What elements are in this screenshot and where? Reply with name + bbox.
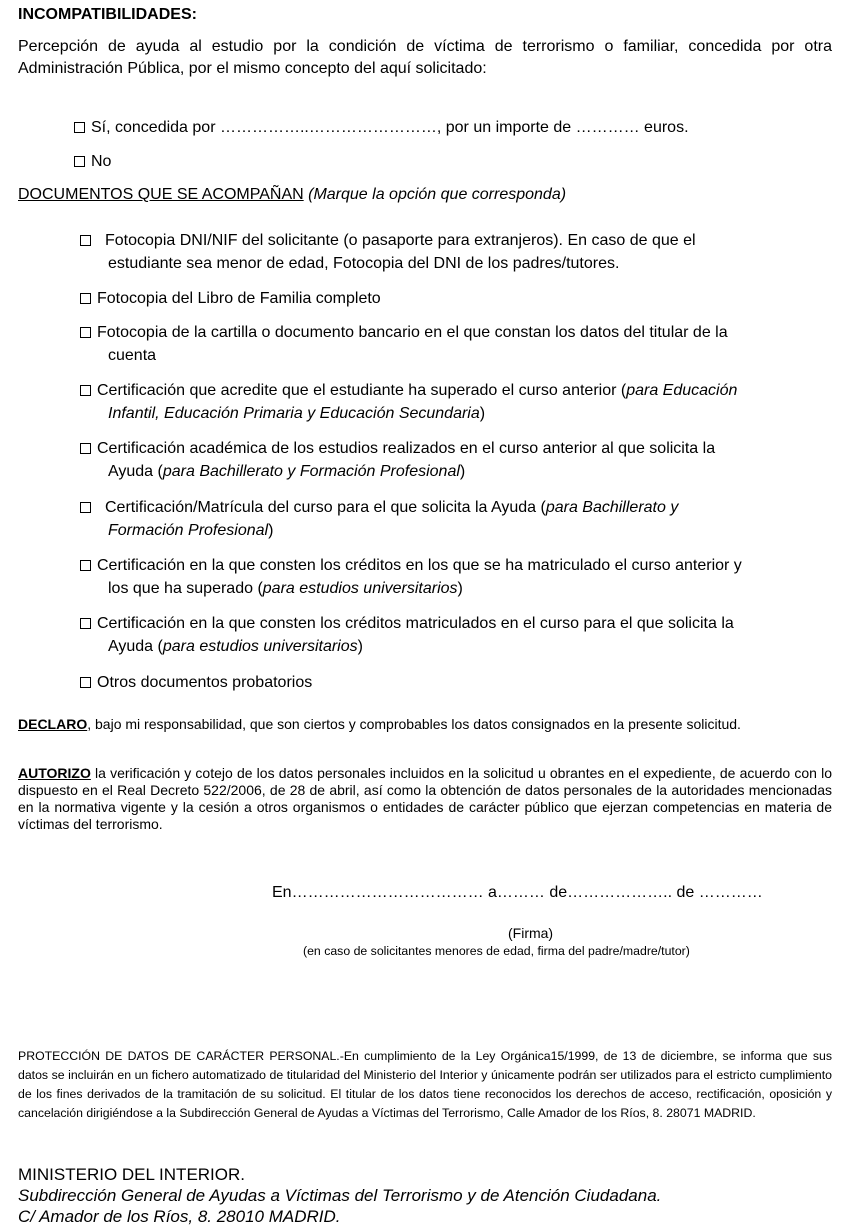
doc-item-libro-familia	[80, 287, 832, 310]
doc-item-certificacion-academica-line2-italic: para Bachillerato y Formación Profesional	[162, 463, 460, 480]
doc-item-creditos-anterior-line2-italic: para estudios universitarios	[262, 580, 458, 597]
declaro-label: DECLARO	[18, 716, 88, 732]
declaro-paragraph	[18, 716, 832, 733]
documents-heading	[18, 184, 566, 206]
doc-item-certificacion-curso-line1: Certificación que acredite que el estudiante ha superado el curso anterior (	[97, 382, 627, 399]
doc-item-dni-line1: Fotocopia DNI/NIF del solicitante (o pasaporte para extranjeros). En caso de que el	[105, 232, 696, 249]
option-yes	[74, 117, 689, 139]
checkbox-doc-creditos-anterior[interactable]	[80, 560, 91, 571]
autorizo-paragraph	[18, 765, 832, 833]
option-no	[74, 151, 111, 173]
footer-address: C/ Amador de los Ríos, 8. 28010 MADRID.	[18, 1207, 341, 1226]
footer-subdireccion: Subdirección General de Ayudas a Víctimas del Terrorismo y de Atención Ciudadana.	[18, 1186, 662, 1205]
checkbox-doc-certificacion-curso[interactable]	[80, 385, 91, 396]
checkbox-doc-creditos-matriculados[interactable]	[80, 618, 91, 629]
doc-item-libro-familia-label: Fotocopia del Libro de Familia completo	[97, 290, 381, 307]
signature-note: (en caso de solicitantes menores de edad, firma del padre/madre/tutor)	[303, 944, 690, 958]
checkbox-doc-cartilla[interactable]	[80, 327, 91, 338]
doc-item-matricula	[80, 496, 832, 542]
option-no-label: No	[91, 153, 112, 170]
privacy-notice: PROTECCIÓN DE DATOS DE CARÁCTER PERSONAL.-En cumplimiento de la Ley Orgánica15/1999, de 13 de diciembre, se informa que sus datos se incluirán en un fichero automatizado de titularidad del Ministerio del Interior y únicamente podrán ser utilizados para el estricto cumplimiento de los fines derivados de la tramitación de su solicitud. El titular de los datos tiene reconocidos los derechos de acceso, rectificación, oposición y cancelación dirigiéndose a la Subdirección General de Ayudas a Víctimas del Terrorismo, Calle Amador de los Ríos, 8. 28071 MADRID.	[18, 1049, 832, 1120]
doc-item-matricula-line1-italic: para Bachillerato y	[545, 499, 679, 516]
checkbox-doc-certificacion-academica[interactable]	[80, 443, 91, 454]
doc-item-certificacion-academica-line1: Certificación académica de los estudios realizados en el curso anterior al que solicita la	[97, 440, 716, 457]
doc-item-creditos-matriculados	[80, 612, 832, 658]
autorizo-text: la verificación y cotejo de los datos personales incluidos en la solicitud u obrantes en el expediente, de acuerdo con lo dispuesto en el Real Decreto 522/2006, de 28 de abril, así como la obtención de datos personales de la autoridades mencionadas en la normativa vigente y la cesión a otros organismos o entidades de carácter público que ejerzan competencias en materia de víctimas del terrorismo.	[18, 765, 832, 832]
doc-item-creditos-anterior-line1: Certificación en la que consten los créditos en los que se ha matriculado el curso anterior y	[97, 557, 742, 574]
doc-item-certificacion-academica	[80, 437, 832, 483]
doc-item-certificacion-curso-line2-italic: Infantil, Educación Primaria y Educación Secundaria	[108, 405, 480, 422]
doc-item-certificacion-curso	[80, 379, 832, 425]
doc-item-otros	[80, 671, 832, 694]
documents-heading-note: (Marque la opción que corresponda)	[308, 186, 567, 203]
doc-item-cartilla	[80, 321, 832, 367]
doc-item-creditos-anterior-line2-end: )	[457, 580, 463, 597]
doc-item-creditos-matriculados-line2-italic: para estudios universitarios	[162, 638, 358, 655]
checkbox-yes[interactable]	[74, 122, 85, 133]
checkbox-doc-dni[interactable]	[80, 235, 91, 246]
checkbox-no[interactable]	[74, 156, 85, 167]
checkbox-doc-otros[interactable]	[80, 677, 91, 688]
doc-item-matricula-line2-italic: Formación Profesional	[108, 522, 269, 539]
doc-item-otros-label: Otros documentos probatorios	[97, 674, 313, 691]
section-heading-incompatibilidades: INCOMPATIBILIDADES:	[18, 6, 197, 23]
doc-item-creditos-matriculados-line1: Certificación en la que consten los créditos matriculados en el curso para el que solicita la	[97, 615, 734, 632]
doc-item-cartilla-line1: Fotocopia de la cartilla o documento bancario en el que constan los datos del titular de la	[97, 324, 728, 341]
doc-item-creditos-anterior-line2: los que ha superado (	[108, 580, 263, 597]
option-yes-label: Sí, concedida por ……………..……………………, por un importe de ………… euros.	[91, 119, 689, 136]
doc-item-dni-line2: estudiante sea menor de edad, Fotocopia del DNI de los padres/tutores.	[108, 255, 620, 272]
doc-item-matricula-line1: Certificación/Matrícula del curso para el que solicita la Ayuda (	[105, 499, 546, 516]
documents-heading-title: DOCUMENTOS QUE SE ACOMPAÑAN	[18, 186, 304, 203]
checkbox-doc-matricula[interactable]	[80, 502, 91, 513]
footer-ministry: MINISTERIO DEL INTERIOR.	[18, 1165, 246, 1184]
doc-item-dni	[80, 229, 832, 275]
doc-item-certificacion-curso-line1-italic: para Educación	[626, 382, 738, 399]
doc-item-creditos-matriculados-line2: Ayuda (	[108, 638, 163, 655]
doc-item-certificacion-academica-line2: Ayuda (	[108, 463, 163, 480]
declaro-text: , bajo mi responsabilidad, que son ciertos y comprobables los datos consignados en la presente solicitud.	[87, 716, 741, 732]
signature-place-date: En……………………………… a……… de……………….. de …………	[272, 884, 763, 901]
checkbox-doc-libro-familia[interactable]	[80, 293, 91, 304]
doc-item-cartilla-line2: cuenta	[108, 347, 157, 364]
signature-firma: (Firma)	[508, 925, 554, 941]
autorizo-label: AUTORIZO	[18, 765, 91, 781]
doc-item-certificacion-academica-line2-end: )	[459, 463, 466, 480]
doc-item-matricula-line2-end: )	[268, 522, 274, 539]
doc-item-creditos-matriculados-line2-end: )	[357, 638, 363, 655]
incompatibilidades-text: Percepción de ayuda al estudio por la condición de víctima de terrorismo o familiar, concedida por otra Administración Pública, por el mismo concepto del aquí solicitado:	[18, 38, 832, 77]
doc-item-creditos-anterior	[80, 554, 832, 600]
doc-item-certificacion-curso-line2-end: )	[479, 405, 486, 422]
